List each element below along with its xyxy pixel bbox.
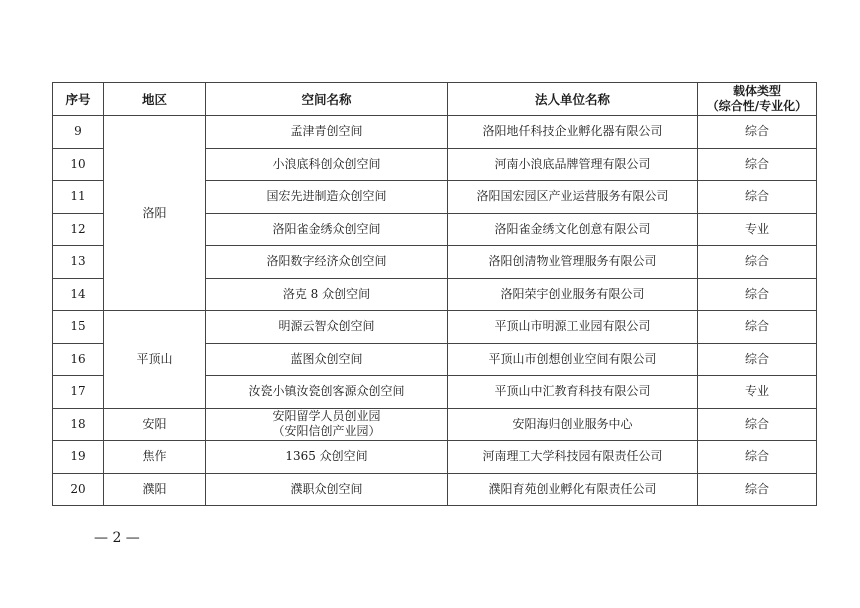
space-name-line: 安阳留学人员创业园 <box>272 409 381 424</box>
cell-seq: 13 <box>53 246 104 279</box>
cell-carrier-type: 综合 <box>698 441 817 474</box>
space-name-line: 孟津青创空间 <box>290 124 363 139</box>
cell-carrier-type: 专业 <box>698 213 817 246</box>
space-name-line: 洛阳数字经济众创空间 <box>266 254 387 269</box>
cell-carrier-type: 专业 <box>698 376 817 409</box>
header-carrier-type-note: （综合性/专业化） <box>706 99 808 113</box>
cell-legal-entity: 河南理工大学科技园有限责任公司 <box>448 441 698 474</box>
table-body <box>53 116 817 506</box>
header-legal-entity: 法人单位名称 <box>448 83 698 116</box>
cell-space-name <box>206 441 448 474</box>
cell-carrier-type: 综合 <box>698 116 817 149</box>
space-name-line: 洛阳雀金绣众创空间 <box>272 221 381 236</box>
table-header-row <box>53 83 817 116</box>
space-name-line: 1365 众创空间 <box>285 449 368 464</box>
cell-legal-entity: 平顶山市创想创业空间有限公司 <box>448 343 698 376</box>
cell-seq: 15 <box>53 311 104 344</box>
header-carrier-type <box>698 83 817 116</box>
cell-region: 焦作 <box>104 441 206 474</box>
page-number: — 2 — <box>94 530 140 546</box>
space-name-line: 明源云智众创空间 <box>278 319 375 334</box>
space-name-line: 国宏先进制造众创空间 <box>266 189 387 204</box>
space-name-line: 濮职众创空间 <box>290 481 363 496</box>
cell-carrier-type: 综合 <box>698 246 817 279</box>
cell-legal-entity: 安阳海归创业服务中心 <box>448 408 698 441</box>
space-name-line: 蓝图众创空间 <box>290 351 363 366</box>
space-name-line: （安阳信创产业园） <box>272 424 381 439</box>
cell-space-name <box>206 246 448 279</box>
cell-carrier-type: 综合 <box>698 278 817 311</box>
cell-carrier-type: 综合 <box>698 311 817 344</box>
cell-legal-entity: 濮阳育苑创业孵化有限责任公司 <box>448 473 698 506</box>
cell-space-name <box>206 148 448 181</box>
header-region: 地区 <box>104 83 206 116</box>
cell-legal-entity: 洛阳雀金绣文化创意有限公司 <box>448 213 698 246</box>
cell-region: 平顶山 <box>104 311 206 409</box>
cell-seq: 12 <box>53 213 104 246</box>
cell-legal-entity: 平顶山市明源工业园有限公司 <box>448 311 698 344</box>
cell-legal-entity: 平顶山中汇教育科技有限公司 <box>448 376 698 409</box>
cell-seq: 19 <box>53 441 104 474</box>
space-name-line: 汝瓷小镇汝瓷创客源众创空间 <box>248 384 405 399</box>
header-seq: 序号 <box>53 83 104 116</box>
incubator-list-table <box>52 82 817 506</box>
cell-seq: 9 <box>53 116 104 149</box>
cell-legal-entity: 洛阳荣宇创业服务有限公司 <box>448 278 698 311</box>
cell-legal-entity: 洛阳国宏园区产业运营服务有限公司 <box>448 181 698 214</box>
space-name-line: 小浪底科创众创空间 <box>272 156 381 171</box>
cell-space-name <box>206 213 448 246</box>
table-row <box>53 311 817 344</box>
cell-space-name <box>206 473 448 506</box>
cell-seq: 17 <box>53 376 104 409</box>
cell-seq: 16 <box>53 343 104 376</box>
cell-legal-entity: 洛阳地仟科技企业孵化器有限公司 <box>448 116 698 149</box>
space-name-line: 洛克 8 众创空间 <box>282 286 371 301</box>
cell-seq: 14 <box>53 278 104 311</box>
cell-carrier-type: 综合 <box>698 473 817 506</box>
cell-space-name <box>206 343 448 376</box>
cell-seq: 18 <box>53 408 104 441</box>
cell-carrier-type: 综合 <box>698 408 817 441</box>
cell-region: 洛阳 <box>104 116 206 311</box>
header-space-name: 空间名称 <box>206 83 448 116</box>
table-row <box>53 473 817 506</box>
table-row <box>53 116 817 149</box>
cell-legal-entity: 洛阳创清物业管理服务有限公司 <box>448 246 698 279</box>
cell-legal-entity: 河南小浪底品牌管理有限公司 <box>448 148 698 181</box>
cell-space-name <box>206 311 448 344</box>
cell-region: 安阳 <box>104 408 206 441</box>
cell-seq: 10 <box>53 148 104 181</box>
cell-region: 濮阳 <box>104 473 206 506</box>
table-row <box>53 441 817 474</box>
cell-space-name <box>206 408 448 441</box>
cell-space-name <box>206 116 448 149</box>
cell-seq: 20 <box>53 473 104 506</box>
cell-carrier-type: 综合 <box>698 343 817 376</box>
header-carrier-type-title: 载体类型 <box>732 84 781 98</box>
table-row <box>53 408 817 441</box>
cell-seq: 11 <box>53 181 104 214</box>
cell-space-name <box>206 376 448 409</box>
cell-space-name <box>206 278 448 311</box>
cell-space-name <box>206 181 448 214</box>
cell-carrier-type: 综合 <box>698 181 817 214</box>
cell-carrier-type: 综合 <box>698 148 817 181</box>
